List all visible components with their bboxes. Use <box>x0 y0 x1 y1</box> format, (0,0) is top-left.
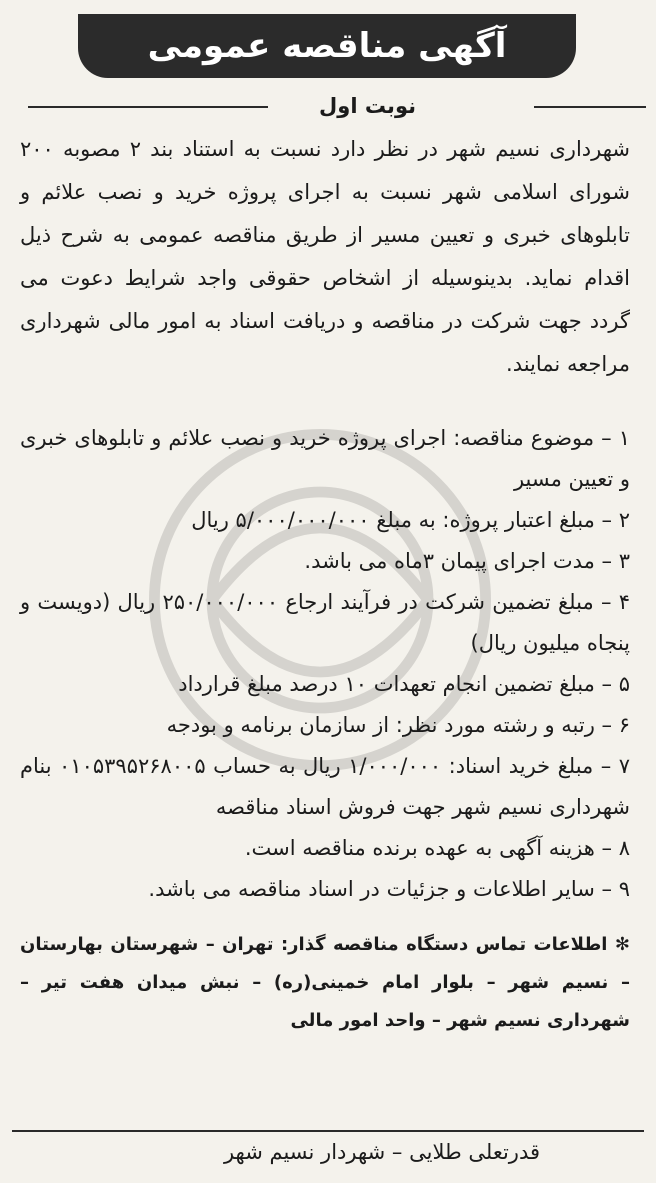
tender-items-list <box>20 418 630 910</box>
asterisk-icon: ✻ <box>614 934 630 955</box>
title-divider-right <box>534 106 646 108</box>
intro-paragraph: شهرداری نسیم شهر در نظر دارد نسبت به استناد بند ۲ مصوبه ۲۰۰ شورای اسلامی شهر نسبت به اجرای پروژه خرید و نصب علائم و تابلوهای خبری و تعیین مسیر از طریق مناقصه عمومی به شرح ذیل اقدام نماید. بدینوسیله از اشخاص حقوقی واجد شرایط دعوت می گردد جهت شرکت در مناقصه و دریافت اسناد به امور مالی شهرداری مراجعه نمایند. <box>20 137 630 376</box>
list-item: ۳ – مدت اجرای پیمان ۳ماه می باشد. <box>304 549 630 573</box>
round-label: نوبت اول <box>319 94 416 118</box>
notice-title: آگهی مناقصه عمومی <box>78 14 576 78</box>
contact-text: اطلاعات تماس دستگاه مناقصه گذار: تهران – شهرستان بهارستان – نسیم شهر – بلوار امام خمینی(ره) – نبش میدان هفت تیر – شهرداری نسیم شهر – واحد امور مالی <box>20 934 630 1031</box>
notice-body <box>20 128 630 1040</box>
list-item: ۶ – رتبه و رشته مورد نظر: از سازمان برنامه و بودجه <box>166 713 630 737</box>
list-item: ۴ – مبلغ تضمین شرکت در فرآیند ارجاع ۲۵۰/۰۰۰/۰۰۰ ریال (دویست و پنجاه میلیون ریال) <box>20 590 630 655</box>
title-divider-left <box>28 106 268 108</box>
list-item: ۹ – سایر اطلاعات و جزئیات در اسناد مناقصه می باشد. <box>148 877 630 901</box>
list-item: ۲ – مبلغ اعتبار پروژه: به مبلغ ۵/۰۰۰/۰۰۰/۰۰۰ ریال <box>191 508 630 532</box>
list-item: ۱ – موضوع مناقصه: اجرای پروژه خرید و نصب علائم و تابلوهای خبری و تعیین مسیر <box>20 426 630 491</box>
list-item: ۵ – مبلغ تضمین انجام تعهدات ۱۰ درصد مبلغ قرارداد <box>178 672 630 696</box>
list-item: ۷ – مبلغ خرید اسناد: ۱/۰۰۰/۰۰۰ ریال به حساب ۰۱۰۵۳۹۵۲۶۸۰۰۵ بنام شهرداری نسیم شهر جهت فروش اسناد مناقصه <box>20 754 630 819</box>
mayor-signature: قدرتعلی طلایی – شهردار نسیم شهر <box>223 1140 540 1164</box>
list-item: ۸ – هزینه آگهی به عهده برنده مناقصه است. <box>244 836 630 860</box>
contact-info <box>20 926 630 1040</box>
signature-divider <box>12 1130 644 1132</box>
